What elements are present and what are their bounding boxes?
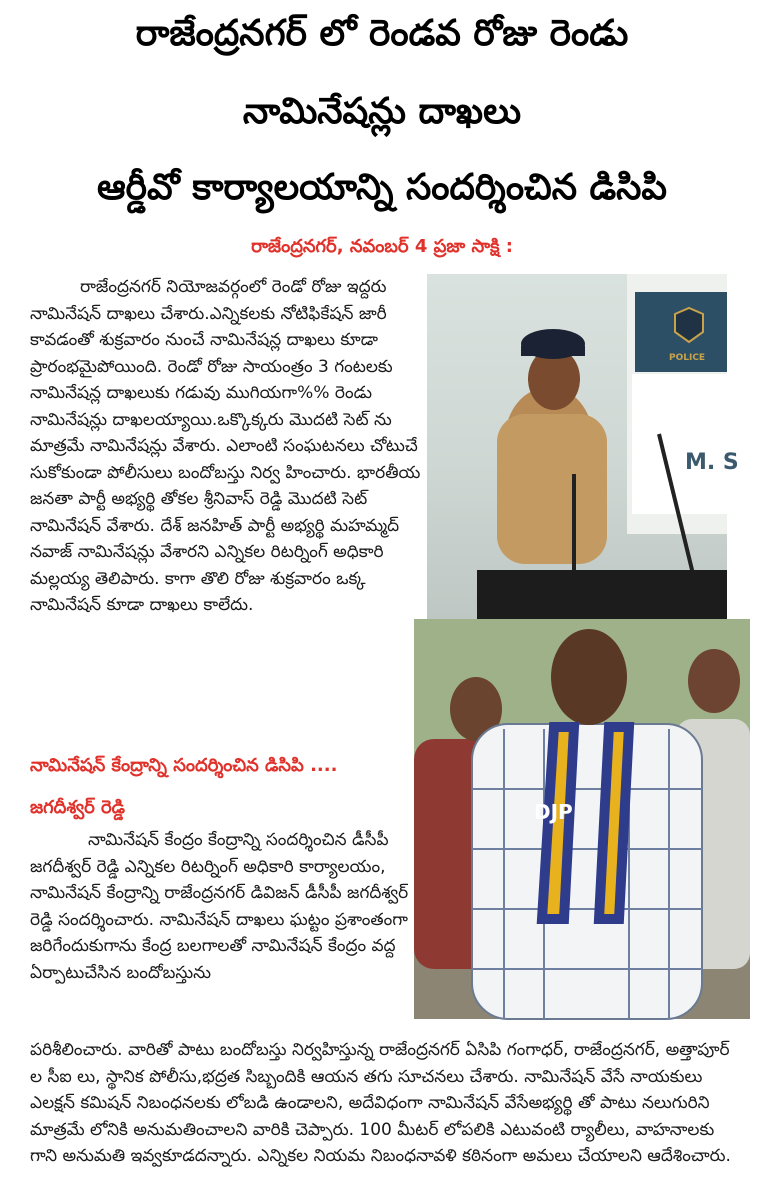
candidate-photo [414, 619, 750, 1019]
candidate-photo-illustration [414, 619, 750, 1019]
party-scarf-right [599, 727, 629, 919]
headline-line-1: రాజేంద్రనగర్ లో రెండవ రోజు రెండు [135, 13, 629, 54]
dcp-photo [427, 274, 739, 619]
article-paragraph-1: రాజేంద్రనగర్ నియోజవర్గంలో రెండో రోజు ఇద్దరు నామినేషన్ దాఖలు చేశారు.ఎన్నికలకు నోటిఫికేషన్ జారీ కావడంతో శుక్రవారం నుంచే నామినేషన్ల దాఖలు కూడా ప్రారంభమైపోయింది. రెండో రోజు సాయంత్రం 3 గంటలకు నామినేషన్ల దాఖలుకు గడువు ముగియగా%% రెండు నామినేషన్లు దాఖలయ్యాయి.ఒక్కొక్కరు మొదటి సెట్ ను మాత్రమే నామినేషన్లు వేశారు. ఎలాంటి సంఘటనలు చోటుచే సుకోకుండా పోలీసులు బందోబస్తు నిర్వ హించారు. భారతీయ జనతా పార్టీ అభ్యర్థి తోకల శ్రీనివాస్ రెడ్డి మొదటి సెట్ నామినేషన్ వేశారు. దేశ్ జనహిత్ పార్టీ అభ్యర్థి మహమ్మద్ నవాజ్ నామినేషన్లు వేశారని ఎన్నికల రిటర్నింగ్ అధికారి మల్లయ్య తెలిపారు. కాగా తొలి రోజు శుక్రవారం ఒక్క నామినేషన్ కూడా దాఖలు కాలేదు. [30, 277, 421, 615]
headline-line-3: ఆర్డీవో కార్యాలయాన్ని సందర్శించిన డిసిపి [96, 167, 668, 208]
headline-line-2: నామినేషన్లు దాఖలు [242, 91, 522, 132]
article-subheading: నామినేషన్ కేంద్రాన్ని సందర్శించిన డిసిపి .... [30, 755, 338, 776]
dcp-photo-illustration [427, 274, 739, 619]
banner-text: M. S [685, 450, 739, 475]
candidate-face [551, 629, 627, 725]
banner-text-panel [632, 374, 727, 514]
article-paragraph-3: పరిశీలించారు. వారితో పాటు బందోబస్తు నిర్వహిస్తున్న రాజేంద్రనగర్ ఏసిపి గంగాధర్, రాజేంద్రనగర్, అత్తాపూర్ ల సీఐ లు, స్థానిక పోలీసు,భద్రత సిబ్బందికి ఆయన తగు సూచనలు చేశారు. నామినేషన్ వేసే నాయకులు ఎలక్షన్ కమిషన్ నిబంధనలకు లోబడి ఉండాలని, అదేవిధంగా నామినేషన్ వేసేఅభ్యర్థి తో పాటు నలుగురిని మాత్రమే లోనికి అనుమతించాలని వారికి చెప్పారు. 100 మీటర్ లోపలికి ఎటువంటి ర్యాలీలు, వాహనాలకు గాని అనుమతి ఇవ్వకూడదన్నారు. ఎన్నికల నియమ నిబంధనావళి కఠినంగా అమలు చేయాలని ఆదేశించారు. [30, 1040, 731, 1166]
lectern [477, 570, 727, 619]
badge-text: POLICE [669, 353, 706, 363]
article-subheading-name: జగదీశ్వర్ రెడ్డి [30, 797, 126, 818]
candidate-shirt [472, 724, 702, 1019]
dcp-torso [497, 414, 607, 564]
dateline: రాజేంద్రనగర్, నవంబర్ 4 ప్రజా సాక్షి : [251, 236, 513, 257]
cap-band [521, 346, 585, 356]
article-paragraph-2: నామినేషన్ కేంద్రం కేంద్రాన్ని సందర్శించిన డీసీపీ జగదీశ్వర్ రెడ్డి ఎన్నికల రిటర్నింగ్ అధికారి కార్యాలయం, నామినేషన్ కేంద్రాన్ని రాజేంద్రనగర్ డివిజన్ డీసీపీ జగదీశ్వర్ రెడ్డి సందర్శించారు. నామినేషన్ దాఖలు ఘట్టం ప్రశాంతంగా జరిగేందుకుగాను కేంద్ర బలగాలతో నామినేషన్ కేంద్రం వద్ద ఏర్పాటుచేసిన బందోబస్తును [30, 830, 409, 983]
bystander-right-head [688, 649, 740, 713]
scarf-text: DJP [534, 800, 573, 824]
